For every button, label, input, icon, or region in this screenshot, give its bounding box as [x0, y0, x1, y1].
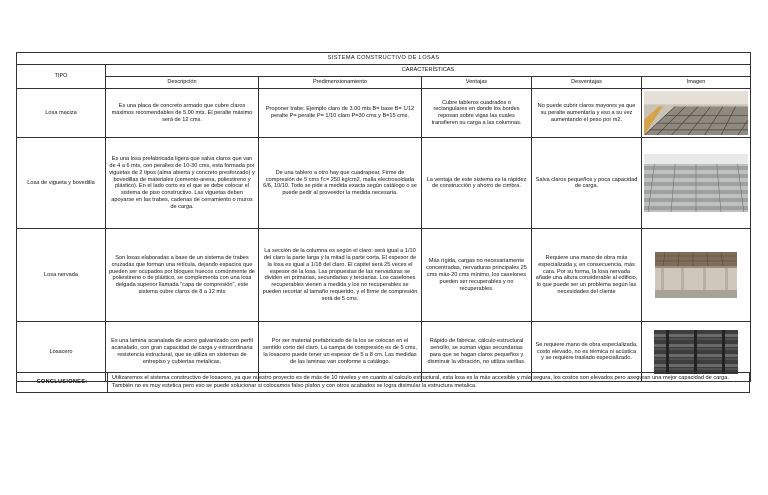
desventajas-cell: No puede cubrir claros mayores ya que su peralte aumentaría y eso a su vez aumentando el peso por m2. [532, 89, 642, 138]
tipo-cell: Losa nervada [17, 229, 106, 322]
table-row [17, 89, 751, 138]
descripcion-cell: Es una placa de concreto armado que cubre claros máximos recomendables de 5.00 mts. El peralte máximo será de 12 cms. [106, 89, 259, 138]
ventajas-cell: Rápido de fabricar, cálculo estructural sencillo, se suman vigas secundarias para que se hagan claros pequeños y disminuir la vibración, no utiliza varillas. [422, 322, 532, 382]
image-cell [642, 229, 751, 322]
predim-cell: La sección de la columna es según el claro: será igual a 1/10 del claro la parte larga y la mitad la parte corta. El espesor de la losa es igual a 1/18 del claro. El capitel será 25 veces el espesor de la losa. Las propuestas de las nervaduras se dividen en primarias, secundarias y terciarias. Los caselones recuperables vienen a medida y los no recuperables se pueden recortar al tamaño requerido, y el firme de compresión será de 5 cms. [259, 229, 422, 322]
descripcion-cell: Es una lamina acanalada de acero galvanizado con perfil acanalado, con gran capacidad de carga y extraordinaria resistencia estructural, que se utiliza en sistemas de entrepiso y cubiertas metalicas, [106, 322, 259, 382]
col-header-imagen: Imagen [642, 77, 751, 89]
rebar-slab-photo [644, 91, 748, 135]
tipo-header: TIPO [17, 65, 106, 89]
desventajas-cell: Requiere una mano de obra más especializada y, en consecuencia, más cara. Por su forma, la losa nervada añade una altura considerable al edificio, lo que puede ser un problema según las necesidades del cliente [532, 229, 642, 322]
tipo-cell: Losa de vigueta y bovedilla [17, 138, 106, 229]
descripcion-cell: Son losas elaboradas a base de un sistema de trabes cruzadas que forman una retícula, dejando espacios que pueden ser ocupados por bloques huecos comúnmente de poliestireno o de plástico, se complementa con una losa delgada superior llamada "capa de compresión", este sistema cubre claros de 8 a 12 mts [106, 229, 259, 322]
joist-slab-photo [644, 154, 748, 212]
tipo-cell: Losacero [17, 322, 106, 382]
tipo-cell: Losa maciza [17, 89, 106, 138]
table-row [17, 138, 751, 229]
col-header-desventajas: Desventajas [532, 77, 642, 89]
descripcion-cell: Es una losa prefabricada ligera que salva claros que van de 4 a 6 mts, con peraltes de 10-30 cms, esta formada por viguetas de 2 tipos (alma abierta y concreto presforzado) y bovedillas de materiales (cemento-arena, poliestireno y plástico). En el lado corto es el que se debe colocar el sistema de piso constructivo. Las viguetas deben apoyarse en las trabes, cadenas de cerramiento o muros de carga. [106, 138, 259, 229]
image-cell [642, 138, 751, 229]
ventajas-cell: La ventaja de este sistema es la rápidez de construcción y ahorro de cimbra. [422, 138, 532, 229]
steel-deck-photo [654, 330, 738, 374]
conclusion-table [16, 372, 750, 393]
predim-cell: De una tablero a otro hay que cuadrapear, Firme de compresión de 5 cms f'c= 250 kg/cm2, malla electrosoldada 6/6, 10/10. Todo se pide a medida exacta según catálogo o se puede pedir al proveedor la medida necesaria. [259, 138, 422, 229]
conclusion-label: CONCLUSIONES: [17, 373, 108, 393]
table-row [17, 229, 751, 322]
losas-table [16, 52, 751, 382]
ventajas-cell: Cubre tableros cuadrados o rectangulares en donde los bordes reposan sobre vigas las cuales transfieren su carga a las columnas. [422, 89, 532, 138]
conclusion-text: Utilizaremos el sistema constructivo de losacero, ya que nuestro proyecto es de más de 10 niveles y en cuanto al calculo estructural, esta losa es la más accesible y más segura, los costos son elevados pero aseguran una mejor capacidad de carga. También no es muy estetica pero eso se puede solucionar si colocamos falso plafon y con otros acabados se logra disimular la estructura metalica. [108, 373, 750, 393]
table-title: SISTEMA CONSTRUCTIVO DE LOSAS [17, 53, 751, 65]
col-header-predimensionamiento: Predimensionamiento [259, 77, 422, 89]
waffle-slab-photo [655, 252, 737, 298]
col-header-descripcion: Descripción [106, 77, 259, 89]
predim-cell: Proponer trabe: Ejemplo claro de 3.00 mts B= base B= 1/12 peralte P= peralte P= 1/10 claro P=30 cms y B=15 cms. [259, 89, 422, 138]
col-header-ventajas: Ventajas [422, 77, 532, 89]
predim-cell: Por ser material prefabricado de la los se colocan en el sentido corto del claro. La campa de compresión es de 5 cms, la losacero puede tener un espesor de 5 a 8 cm. Las medidas de las laminas van conforme a catálogo. [259, 322, 422, 382]
ventajas-cell: Más rígida, cargas no necesariamente concentradas, nervaduras principales 25 cms máx-20 cms mínimo, los caselones pueden ser recuperables y no recuperables. [422, 229, 532, 322]
desventajas-cell: Se requiere mano de obra especializada, costo elevado, no es térmica ni acústica y se requiere traslado especializado. [532, 322, 642, 382]
desventajas-cell: Salva claros pequeños y poca capacidad de carga. [532, 138, 642, 229]
caracteristicas-header: CARACTERÍSTICAS [106, 65, 751, 77]
image-cell [642, 89, 751, 138]
